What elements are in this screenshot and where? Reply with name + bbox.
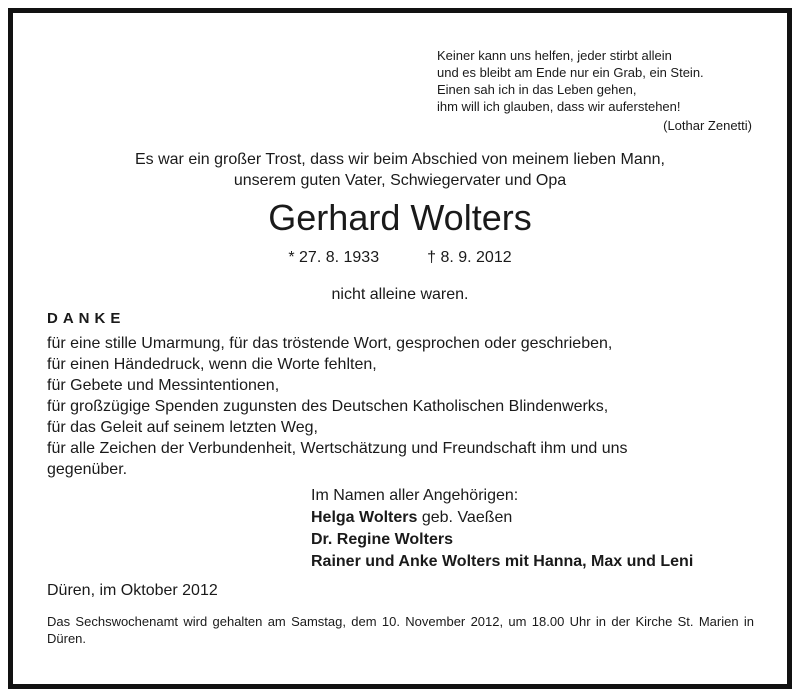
poem-line: und es bleibt am Ende nur ein Grab, ein Stein. [437,65,704,80]
thanks-line: für großzügige Spenden zugunsten des Deutschen Katholischen Blindenwerks, [47,398,609,415]
thanks-list [47,333,628,480]
signature-line-2 [311,529,693,551]
thanks-line: für einen Händedruck, wenn die Worte fehlten, [47,356,377,373]
signature-block [311,485,693,573]
thanks-line: für eine stille Umarmung, für das tröstende Wort, gesprochen oder geschrieben, [47,335,613,352]
birth-date: * 27. 8. 1933 [288,249,380,266]
closing-text: nicht alleine waren. [331,286,469,303]
intro-line: Es war ein großer Trost, dass wir beim Abschied von meinem lieben Mann, [134,151,665,168]
poem-author: (Lothar Zenetti) [663,118,752,133]
death-date: † 8. 9. 2012 [427,249,512,266]
thanks-line: gegenüber. [47,461,128,478]
place-date: Düren, im Oktober 2012 [47,582,218,599]
intro-line: unserem guten Vater, Schwiegervater und Opa [233,172,567,189]
signature-name-1: Helga Wolters [311,509,418,526]
thanks-line: für Gebete und Messintentionen, [47,377,280,394]
poem-quote [437,47,704,115]
deceased-name: Gerhard Wolters [268,197,532,238]
thanks-line: für alle Zeichen der Verbundenheit, Wertschätzung und Freundschaft ihm und uns [47,440,628,457]
signature-intro: Im Namen aller Angehörigen: [311,487,519,504]
signature-maiden-name: geb. Vaeßen [417,509,513,526]
mass-note: Das Sechswochenamt wird gehalten am Samstag, dem 10. November 2012, um 18.00 Uhr in der Kirche St. Marien in Düren. [47,614,754,646]
thanks-heading: DANKE [47,310,126,327]
signature-name-2: Dr. Regine Wolters [311,531,453,548]
poem-line: Keiner kann uns helfen, jeder stirbt allein [437,48,672,63]
signature-name-3: Rainer und Anke Wolters mit Hanna, Max und Leni [311,553,694,570]
thanks-line: für das Geleit auf seinem letzten Weg, [47,419,318,436]
intro-text [0,149,800,191]
poem-line: ihm will ich glauben, dass wir auferstehen! [437,99,681,114]
signature-line-3 [311,551,693,573]
poem-line: Einen sah ich in das Leben gehen, [437,82,637,97]
signature-line-1 [311,507,693,529]
life-dates [0,248,800,268]
